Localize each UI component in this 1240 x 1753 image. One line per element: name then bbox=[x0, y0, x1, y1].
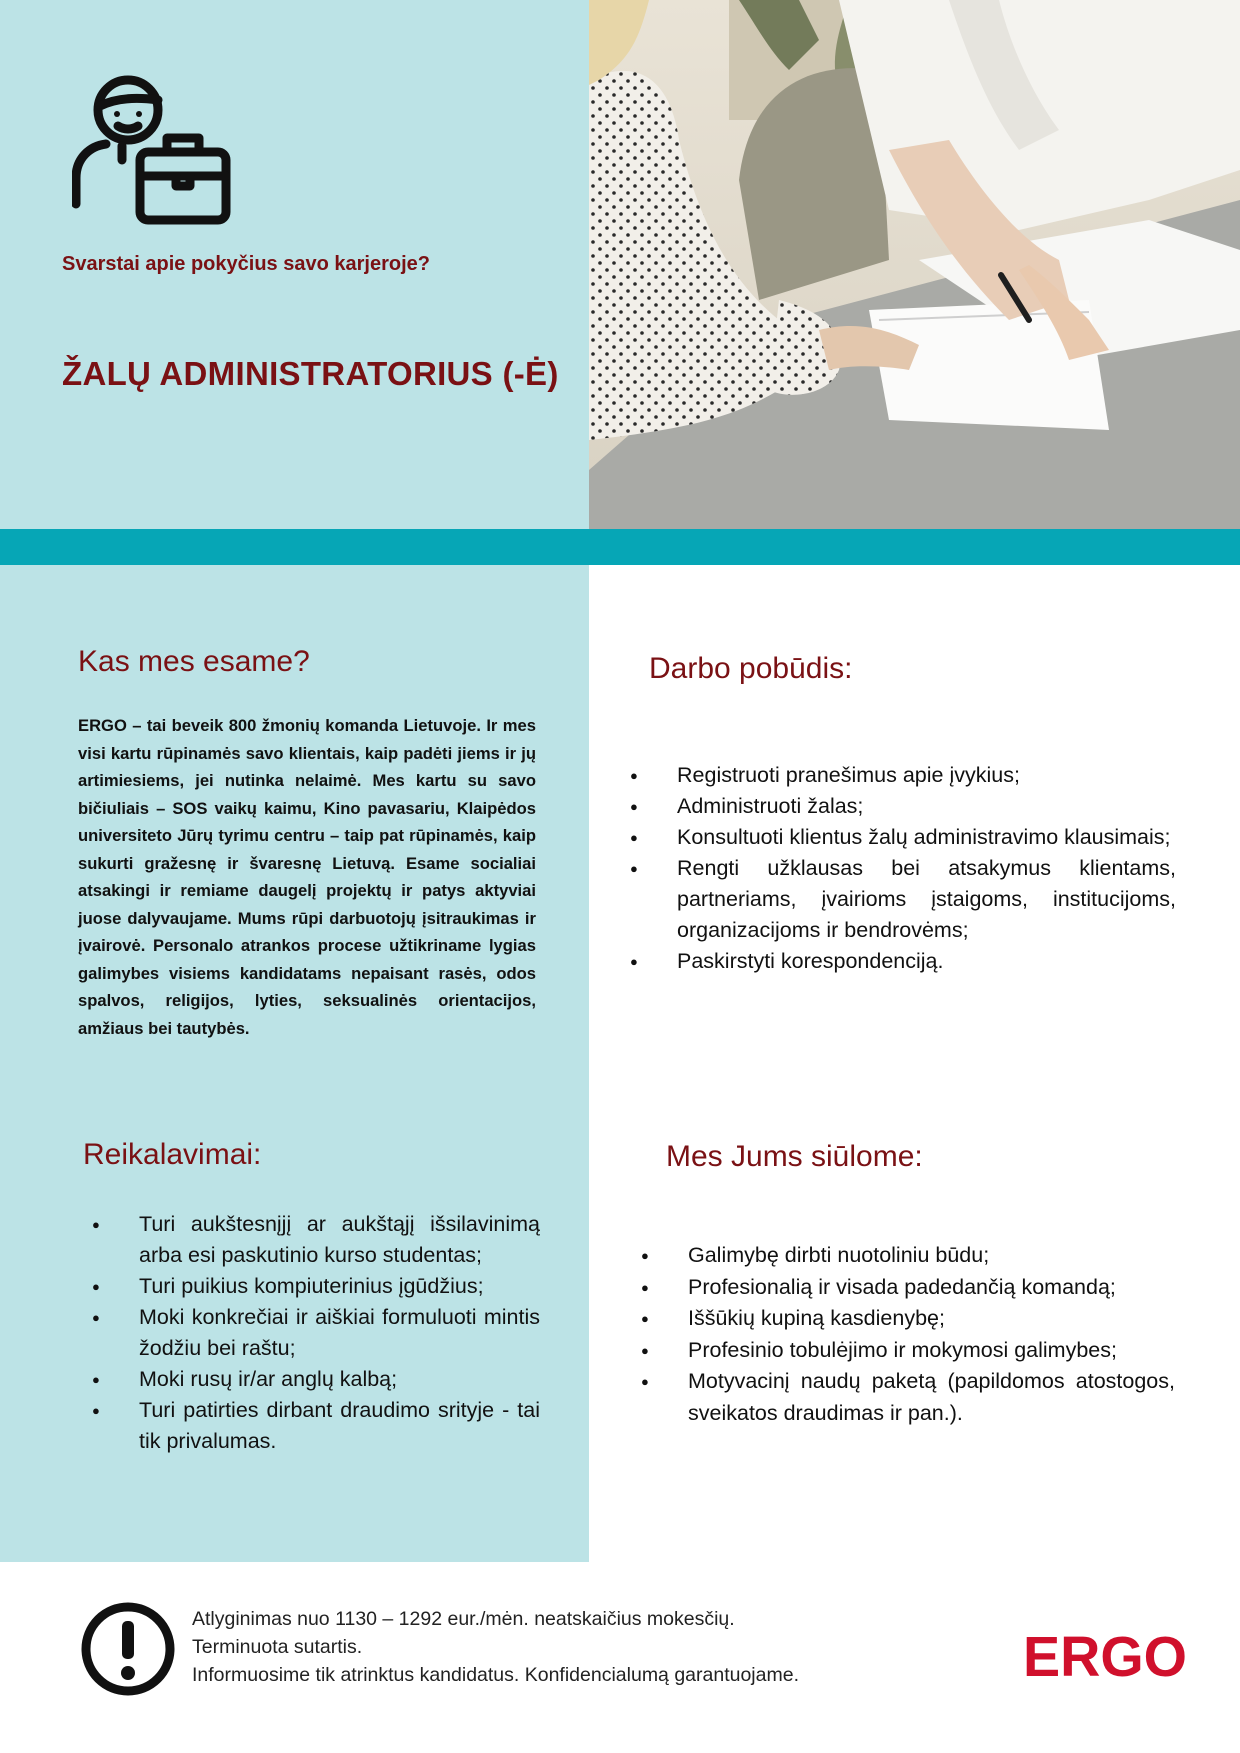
list-item: ● Turi patirties dirbant draudimo srityje - tai tik privalumas. bbox=[92, 1395, 540, 1457]
list-item: ● Galimybę dirbti nuotoliniu būdu; bbox=[641, 1240, 1175, 1272]
privacy-note: Informuosime tik atrinktus kandidatus. Konfidencialumą garantuojame. bbox=[192, 1664, 799, 1686]
list-item: ● Rengti užklausas bei atsakymus klientams, partneriams, įvairioms įstaigoms, institucijoms, organizacijoms ir bendrovėms; bbox=[630, 853, 1176, 946]
offer-heading: Mes Jums siūlome: bbox=[666, 1140, 923, 1173]
list-item: ● Moki konkrečiai ir aiškiai formuluoti mintis žodžiu bei raštu; bbox=[92, 1302, 540, 1364]
list-item: ● Iššūkių kupiną kasdienybę; bbox=[641, 1303, 1175, 1335]
duties-list bbox=[630, 760, 1176, 977]
list-item: ● Moki rusų ir/ar anglų kalbą; bbox=[92, 1364, 540, 1395]
list-item: ● Turi puikius kompiuterinius įgūdžius; bbox=[92, 1271, 540, 1302]
accent-band bbox=[0, 529, 1240, 565]
requirements-list bbox=[92, 1209, 540, 1457]
ergo-logo bbox=[1023, 1628, 1189, 1682]
list-item: ● Konsultuoti klientus žalų administravimo klausimais; bbox=[630, 822, 1176, 853]
list-item: ● Motyvacinį naudų paketą (papildomos atostogos, sveikatos draudimas ir pan.). bbox=[641, 1366, 1175, 1429]
duties-heading: Darbo pobūdis: bbox=[649, 652, 853, 685]
footer-notes bbox=[192, 1605, 799, 1689]
salary-note: Atlyginimas nuo 1130 – 1292 eur./mėn. neatskaičius mokesčių. bbox=[192, 1608, 735, 1630]
list-item: ● Profesionalią ir visada padedančią komandą; bbox=[641, 1272, 1175, 1304]
about-text: ERGO – tai beveik 800 žmonių komanda Lietuvoje. Ir mes visi kartu rūpinamės savo klientais, kaip padėti jiems ir jų artimiesiems, jei nutinka nelaimė. Mes kartu su savo bičiuliais – SOS vaikų kaimu, Kino pavasariu, Klaipėdos universiteto Jūrų tyrimu centru – taip pat rūpinamės, kaip sukurti gražesnę ir švaresnę Lietuvą. Esame socialiai atsakingi ir remiame daugelį projektų ir patys aktyviai juose dalyvaujame. Mums rūpi darbuotojų įsitraukimas ir įvairovė. Personalo atrankos procese užtikriname lygias galimybes visiems kandidatams nepaisant rasės, odos spalvos, religijos, lyties, seksualinės orientacijos, amžiaus bei tautybės. bbox=[78, 716, 536, 1038]
list-item: ● Paskirstyti korespondenciją. bbox=[630, 946, 1176, 977]
requirements-heading: Reikalavimai: bbox=[83, 1138, 262, 1171]
job-title: ŽALŲ ADMINISTRATORIUS (-Ė) bbox=[62, 355, 559, 392]
list-item: ● Administruoti žalas; bbox=[630, 791, 1176, 822]
office-photo bbox=[589, 0, 1240, 529]
person-with-briefcase-icon bbox=[72, 70, 232, 225]
exclamation-circle-icon bbox=[80, 1601, 176, 1697]
ergo-logo-text: ERGO bbox=[1023, 1628, 1187, 1682]
list-item: ● Turi aukštesnįjį ar aukštąjį išsilavinimą arba esi paskutinio kurso studentas; bbox=[92, 1209, 540, 1271]
career-question: Svarstai apie pokyčius savo karjeroje? bbox=[62, 253, 430, 275]
list-item: ● Profesinio tobulėjimo ir mokymosi galimybes; bbox=[641, 1335, 1175, 1367]
list-item: ● Registruoti pranešimus apie įvykius; bbox=[630, 760, 1176, 791]
about-heading: Kas mes esame? bbox=[78, 645, 310, 678]
offer-list bbox=[641, 1240, 1175, 1429]
contract-note: Terminuota sutartis. bbox=[192, 1636, 363, 1658]
